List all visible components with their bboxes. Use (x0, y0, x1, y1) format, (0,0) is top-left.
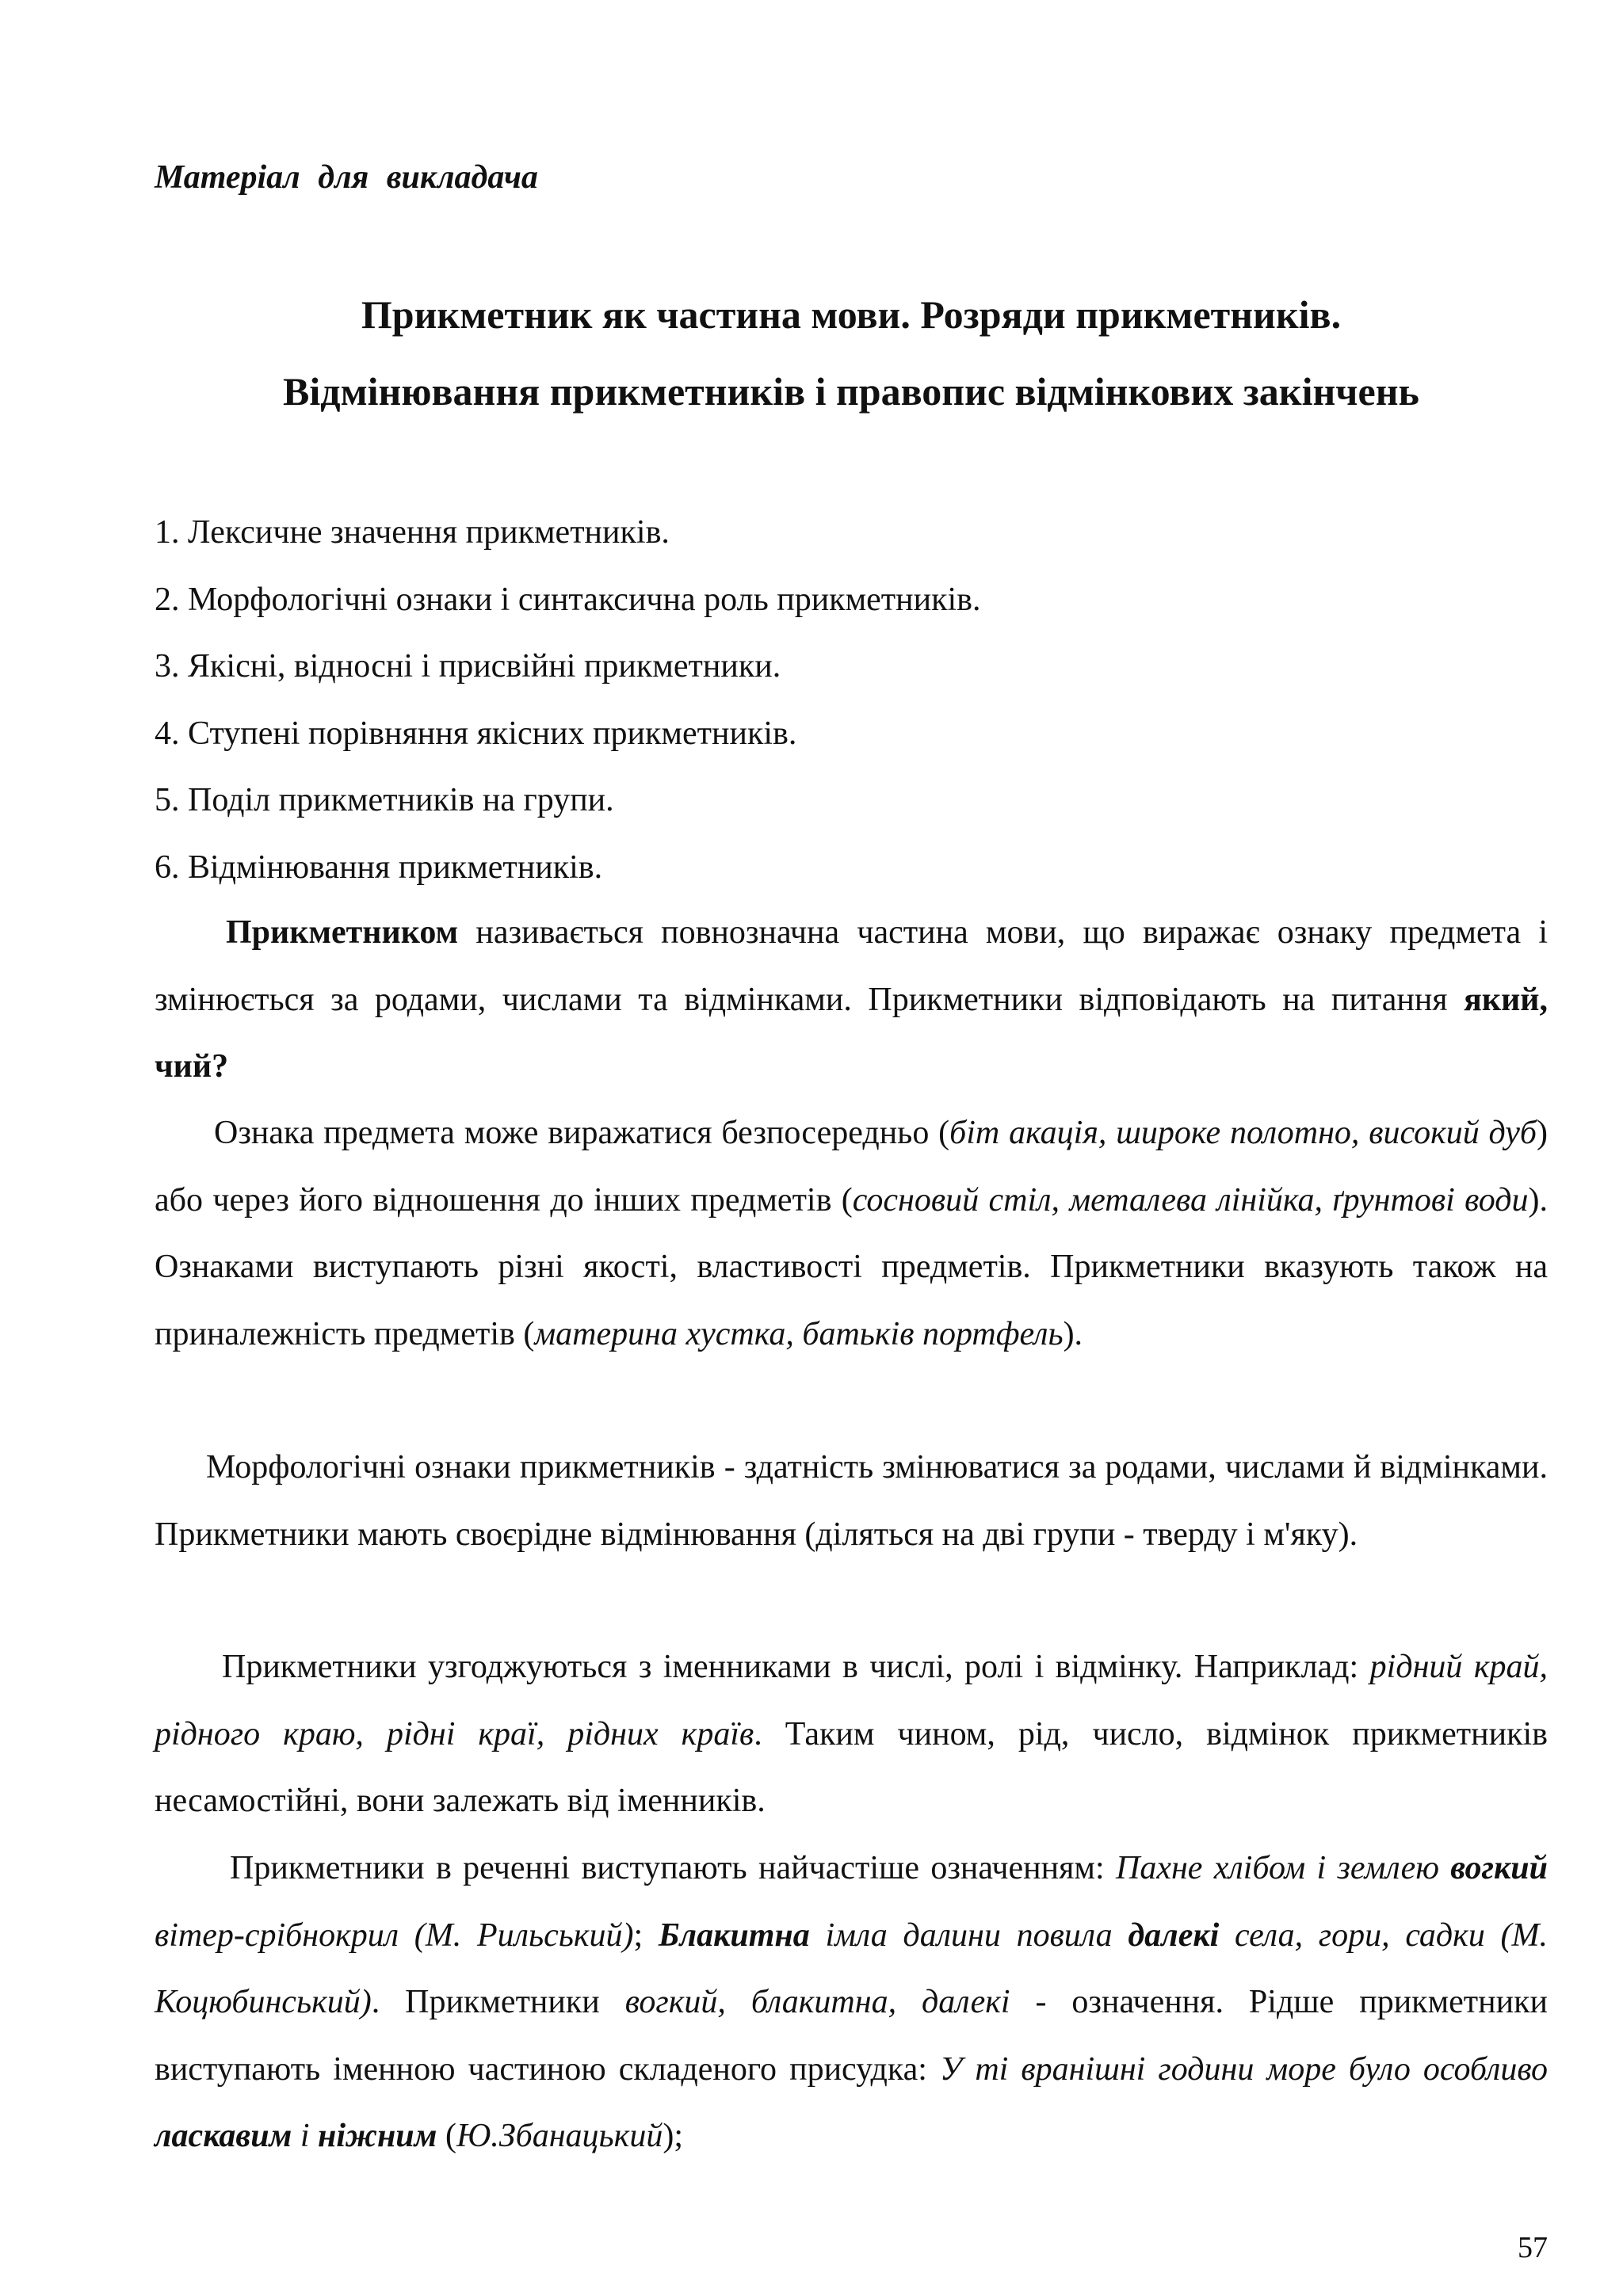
quote-zbanatsky: У ті вранішні години море було особливо ласкавим і ніжним (155, 2050, 1549, 2154)
paragraph-meaning: Ознака предмета може виражатися безпосередньо (біт акація, широке полотно, високий дуб) або через його відношення до інших предметів (сосновий стіл, металева лінійка, ґрунтові води). Ознаками виступають різні якості, властивості предметів. Прикметники вказують також на приналежність предметів (материна хустка, батьків портфель). (155, 1115, 1548, 1352)
outline-item-5: 5. Поділ прикметників на групи. (155, 782, 614, 818)
outline-item-4: 4. Ступені порівняння якісних прикметників. (155, 715, 797, 752)
example-1: біт акація, широке полотно, високий дуб (949, 1115, 1537, 1151)
paragraph-definition: Прикметником називається повнозначна частина мови, що виражає ознаку предмета і змінюється за родами, числами та відмінками. Прикметники відповідають на питання який, чий? (155, 914, 1548, 1085)
section-label: Матеріал для викладача (155, 159, 538, 196)
page-title-line-1: Прикметник як частина мови. Розряди прикметників. (361, 292, 1342, 337)
outline-item-6: 6. Відмінювання прикметників. (155, 849, 603, 886)
example-agreement: рідний край, рідного краю, рідні краї, рідних країв (155, 1649, 1549, 1753)
page-number: 57 (1518, 2231, 1548, 2264)
outline-item-3: 3. Якісні, відносні і присвійні прикметники. (155, 648, 781, 685)
paragraph-agreement: Прикметники узгоджуються з іменниками в числі, ролі і відмінку. Наприклад: рідний край, рідного краю, рідні краї, рідних країв. Таким чином, рід, число, відмінок прикметників несамостійні, вони залежать від іменників. (155, 1649, 1549, 1819)
outline-item-1: 1. Лексичне значення прикметників. (155, 514, 670, 551)
example-3: материна хустка, батьків портфель (534, 1315, 1064, 1352)
quote-rylsky: Пахне хлібом і землею вогкий вітер-срібнокрил (М. Рильський) (155, 1850, 1548, 1954)
quote-kotsiubynsky: Блакитна імла далини повила далекі села, гори, садки (М. Коцюбинський) (155, 1917, 1549, 2020)
question-bold: який, чий? (155, 981, 1548, 1085)
page-title-line-2: Відмінювання прикметників і правопис відмінкових закінчень (283, 369, 1419, 414)
example-syntax: вогкий, блакитна, далекі (624, 1984, 1010, 2020)
term-bold: Прикметником (226, 914, 459, 951)
author-zbanatsky: Ю.Збанацький (456, 2118, 663, 2154)
example-2: сосновий стіл, металева лінійка, ґрунтові води (852, 1181, 1529, 1219)
outline-item-2: 2. Морфологічні ознаки і синтаксична роль прикметників. (155, 582, 981, 618)
paragraph-morphology: Морфологічні ознаки прикметників - здатність змінюватися за родами, числами й відмінками. Прикметники мають своєрідне відмінювання (діляться на дві групи - тверду і м'яку). (155, 1449, 1548, 1553)
paragraph-syntax: Прикметники в реченні виступають найчастіше означенням: Пахне хлібом і землею вогкий вітер-срібнокрил (М. Рильський); Блакитна імла далини повила далекі села, гори, садки (М. Коцюбинський). Прикметники вогкий, блакитна, далекі - означення. Рідше прикметники виступають іменною частиною складеного присудка: У ті вранішні години море було особливо ласкавим і ніжним (Ю.Збанацький); (155, 1850, 1549, 2154)
